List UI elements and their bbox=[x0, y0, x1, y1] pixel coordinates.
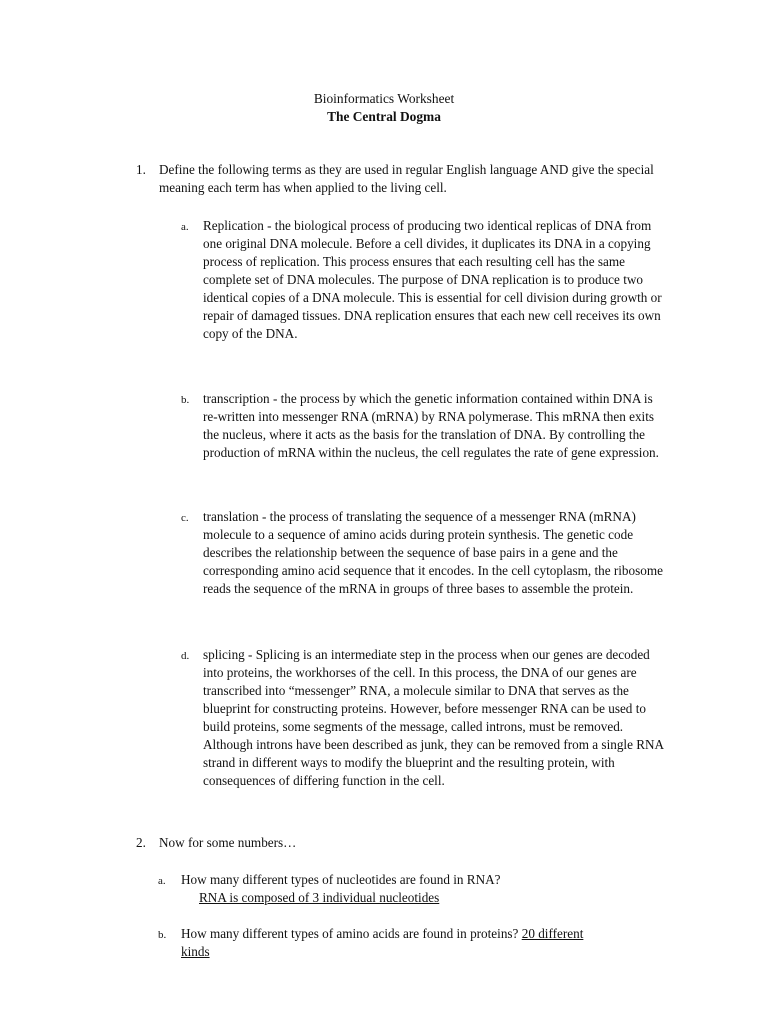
item-question: How many different types of amino acids are found in proteins? bbox=[181, 926, 519, 941]
item-answer-part1: 20 different bbox=[521, 926, 584, 941]
item-question: How many different types of nucleotides are found in RNA? bbox=[181, 872, 501, 887]
item-letter: a. bbox=[181, 221, 189, 233]
item-text: transcription - the process by which the genetic information contained within DNA is re-written into messenger RNA (mRNA) by RNA polymerase. This mRNA then exits the nucleus, where it acts as the basis for the translation of DNA. By controlling the production of mRNA within the nucleus, the cell regulates the rate of gene expression. bbox=[203, 391, 659, 460]
q1-item-d bbox=[181, 646, 664, 790]
worksheet-subtitle: The Central Dogma bbox=[327, 109, 441, 124]
question-prompt: Define the following terms as they are used in regular English language AND give the special meaning each term has when applied to the living cell. bbox=[159, 162, 654, 195]
q1-item-c bbox=[181, 508, 661, 598]
question-number: 1. bbox=[136, 162, 146, 177]
header bbox=[0, 90, 768, 126]
question-1 bbox=[136, 161, 656, 197]
q1-item-b bbox=[181, 390, 661, 462]
worksheet-title: Bioinformatics Worksheet bbox=[313, 91, 455, 106]
question-number: 2. bbox=[136, 835, 146, 850]
item-letter: b. bbox=[181, 394, 190, 406]
item-letter: b. bbox=[158, 929, 167, 941]
item-letter: c. bbox=[181, 512, 189, 524]
q2-item-b bbox=[158, 925, 658, 961]
question-prompt: Now for some numbers… bbox=[159, 835, 297, 850]
item-answer: RNA is composed of 3 individual nucleotides bbox=[199, 890, 440, 905]
item-letter: d. bbox=[181, 650, 190, 662]
item-text: translation - the process of translating the sequence of a messenger RNA (mRNA) molecule to a sequence of amino acids during protein synthesis. The genetic code describes the relationship between the sequence of base pairs in a gene and the corresponding amino acid sequence that it encodes. In the cell cytoplasm, the ribosome reads the sequence of the mRNA in groups of three bases to assemble the protein. bbox=[203, 509, 663, 596]
q2-item-a bbox=[158, 871, 638, 907]
item-text: Replication - the biological process of producing two identical replicas of DNA from one original DNA molecule. Before a cell divides, it duplicates its DNA in a copying process of replication. This process ensures that each resulting cell has the same complete set of DNA molecules. The purpose of DNA replication is to produce two identical copies of a DNA molecule. This is essential for cell division during growth or repair of damaged tissues. DNA replication ensures that each new cell receives its own copy of the DNA. bbox=[203, 218, 662, 341]
question-2 bbox=[136, 834, 656, 852]
q1-item-a bbox=[181, 217, 661, 343]
item-answer-part2: kinds bbox=[181, 944, 210, 959]
item-text: splicing - Splicing is an intermediate step in the process when our genes are decoded into proteins, the workhorses of the cell. In this process, the DNA of our genes are transcribed into “messenger” RNA, a molecule similar to DNA that serves as the blueprint for constructing proteins. However, before messenger RNA can be used to build proteins, some segments of the message, called introns, must be removed. Although introns have been described as junk, they can be removed from a single RNA strand in different ways to modify the blueprint and the resulting protein, with consequences of differing function in the cell. bbox=[203, 647, 664, 788]
item-letter: a. bbox=[158, 875, 166, 887]
